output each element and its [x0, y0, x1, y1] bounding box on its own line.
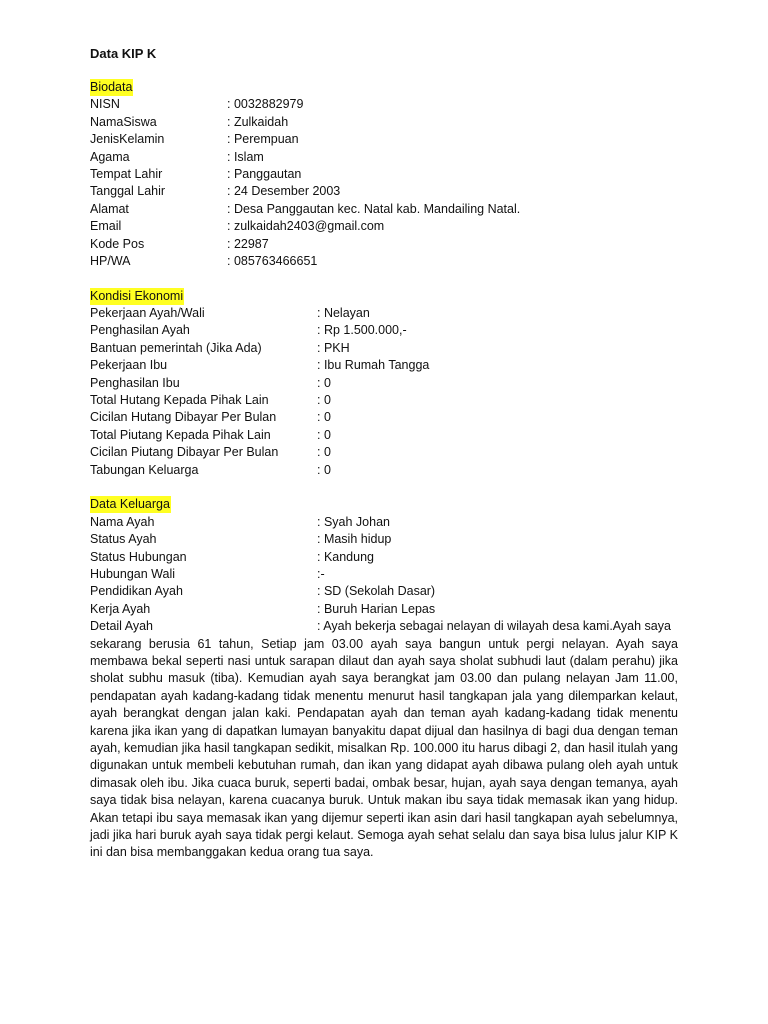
detail-ayah-paragraph: sekarang berusia 61 tahun, Setiap jam 03.00 ayah saya bangun untuk pergi nelayan. Ayah saya membawa bekal seperti nasi untuk sarapan dilaut dan ayah saya sholat subhudi laut (dalam perahu) jika sholat subhu masuk (tiba). Kemudian ayah saya berangkat jam 03.00 dan pulang nelayan Jam 11.00, pendapatan ayah kadang-kadang tidak menentu menurut hasil tangkapan jala yang dilemparkan kelaut, ayah berangkat dengan jalan kaki. Pendapatan ayah dan teman ayah kadang-kadang tidak menentu karena jika ikan yang di dapatkan lumayan banyakitu dapat dijual dan hasilnya di bagi dua dengan teman ayah, kemudian jika hasil tangkapan sedikit, misalkan Rp. 100.000 itu harus dibagi 2, dan hasil itulah yang digunakan untuk membeli kebutuhan rumah, dan ikan yang didapat ayah dibawa pulang oleh ayah untuk dimasak oleh ibu. Jika cuaca buruk, seperti badai, ombak besar, hujan, ayah saya dengan temanya, ayah saya tidak bisa nelayan, karena cuacanya buruk. Untuk makan ibu saya tidak memasak ikan yang hidup. Akan tetapi ibu saya memasak ikan yang dijemur seperti ikan asin dari hasil tangkapan ayah sebelumnya, jadi jika hari buruk ayah saya tidak pergi kelaut. Semoga ayah sehat selalu dan saya bisa lulus jalur KIP K ini dan bisa membanggakan kedua orang tua saya.: [90, 636, 678, 860]
field-label: NamaSiswa: [90, 114, 157, 129]
biodata-row-kode-pos: [90, 236, 678, 253]
field-label: HP/WA: [90, 253, 131, 268]
field-value: : Rp 1.500.000,-: [317, 323, 407, 338]
field-value: : 0: [317, 410, 331, 425]
field-label: Kerja Ayah: [90, 601, 151, 616]
field-value: : 24 Desember 2003: [227, 184, 341, 199]
field-label: Penghasilan Ayah: [90, 323, 190, 338]
field-label: Detail Ayah: [90, 619, 154, 634]
biodata-row-nama: [90, 114, 678, 131]
ekonomi-row-total-piutang: [90, 427, 678, 444]
detail-first-line: : Ayah bekerja sebagai nelayan di wilayah desa kami.Ayah saya: [317, 619, 671, 634]
biodata-row-nisn: [90, 96, 678, 113]
field-value: : zulkaidah2403@gmail.com: [227, 219, 385, 234]
keluarga-row-status-hubungan: [90, 549, 678, 566]
ekonomi-section: [90, 288, 678, 479]
field-value: : 0: [317, 462, 331, 477]
field-label: Bantuan pemerintah (Jika Ada): [90, 340, 262, 355]
field-label: NISN: [90, 97, 120, 112]
section-spacer: [90, 479, 678, 496]
biodata-row-tempat-lahir: [90, 166, 678, 183]
document-title: Data KIP K: [90, 46, 157, 61]
biodata-row-email: [90, 218, 678, 235]
field-label: Hubungan Wali: [90, 566, 176, 581]
field-value: : 0032882979: [227, 97, 304, 112]
ekonomi-row-bantuan: [90, 340, 678, 357]
biodata-row-alamat: [90, 201, 678, 218]
field-label: Pekerjaan Ayah/Wali: [90, 306, 205, 321]
field-value: :-: [317, 566, 325, 581]
field-value: : 0: [317, 427, 331, 442]
field-value: : Kandung: [317, 549, 374, 564]
field-value: : 0: [317, 375, 331, 390]
field-label: Status Ayah: [90, 532, 157, 547]
field-value: : Zulkaidah: [227, 114, 289, 129]
field-value: : 22987: [227, 236, 269, 251]
field-value: : Panggautan: [227, 166, 302, 181]
biodata-row-tanggal-lahir: [90, 183, 678, 200]
field-label: Total Piutang Kepada Pihak Lain: [90, 427, 271, 442]
ekonomi-row-tabungan: [90, 462, 678, 479]
keluarga-row-nama-ayah: [90, 514, 678, 531]
field-value: : Masih hidup: [317, 532, 392, 547]
field-label: Alamat: [90, 201, 129, 216]
field-value: : 085763466651: [227, 253, 318, 268]
field-label: Agama: [90, 149, 130, 164]
biodata-row-hp-wa: [90, 253, 678, 270]
field-value: : Islam: [227, 149, 264, 164]
field-label: Nama Ayah: [90, 514, 155, 529]
biodata-section: [90, 79, 678, 270]
ekonomi-heading: Kondisi Ekonomi: [90, 288, 184, 303]
ekonomi-row-penghasilan-ayah: [90, 322, 678, 339]
field-label: Total Hutang Kepada Pihak Lain: [90, 393, 269, 408]
field-value: : Desa Panggautan kec. Natal kab. Mandailing Natal.: [227, 201, 521, 216]
field-value: : Perempuan: [227, 132, 299, 147]
field-value: : Nelayan: [317, 306, 370, 321]
field-value: : PKH: [317, 340, 350, 355]
ekonomi-row-pekerjaan-ibu: [90, 357, 678, 374]
ekonomi-row-cicilan-piutang: [90, 444, 678, 461]
field-label: Kode Pos: [90, 236, 145, 251]
field-label: Pendidikan Ayah: [90, 584, 183, 599]
field-label: Status Hubungan: [90, 549, 187, 564]
field-value: : Syah Johan: [317, 514, 390, 529]
biodata-row-jenis-kelamin: [90, 131, 678, 148]
field-label: Tabungan Keluarga: [90, 462, 199, 477]
field-value: : 0: [317, 445, 331, 460]
keluarga-row-detail-ayah: [90, 618, 678, 635]
field-label: JenisKelamin: [90, 132, 165, 147]
keluarga-section: [90, 496, 678, 861]
ekonomi-row-cicilan-hutang: [90, 409, 678, 426]
field-value: : SD (Sekolah Dasar): [317, 584, 436, 599]
ekonomi-row-pekerjaan-ayah: [90, 305, 678, 322]
field-label: Tempat Lahir: [90, 166, 163, 181]
field-label: Cicilan Piutang Dibayar Per Bulan: [90, 445, 279, 460]
biodata-row-agama: [90, 149, 678, 166]
section-spacer: [90, 270, 678, 287]
biodata-heading: Biodata: [90, 80, 133, 94]
keluarga-row-hubungan-wali: [90, 566, 678, 583]
field-value: : 0: [317, 393, 331, 408]
ekonomi-row-total-hutang: [90, 392, 678, 409]
field-label: Email: [90, 219, 122, 234]
keluarga-row-kerja-ayah: [90, 601, 678, 618]
field-label: Penghasilan Ibu: [90, 375, 180, 390]
field-value: : Ibu Rumah Tangga: [317, 358, 430, 373]
ekonomi-row-penghasilan-ibu: [90, 375, 678, 392]
keluarga-row-status-ayah: [90, 531, 678, 548]
field-label: Cicilan Hutang Dibayar Per Bulan: [90, 410, 277, 425]
keluarga-heading: Data Keluarga: [90, 497, 170, 512]
keluarga-row-pendidikan-ayah: [90, 583, 678, 600]
document-page: [90, 45, 678, 862]
field-label: Tanggal Lahir: [90, 184, 166, 199]
field-label: Pekerjaan Ibu: [90, 358, 168, 373]
field-value: : Buruh Harian Lepas: [317, 601, 436, 616]
